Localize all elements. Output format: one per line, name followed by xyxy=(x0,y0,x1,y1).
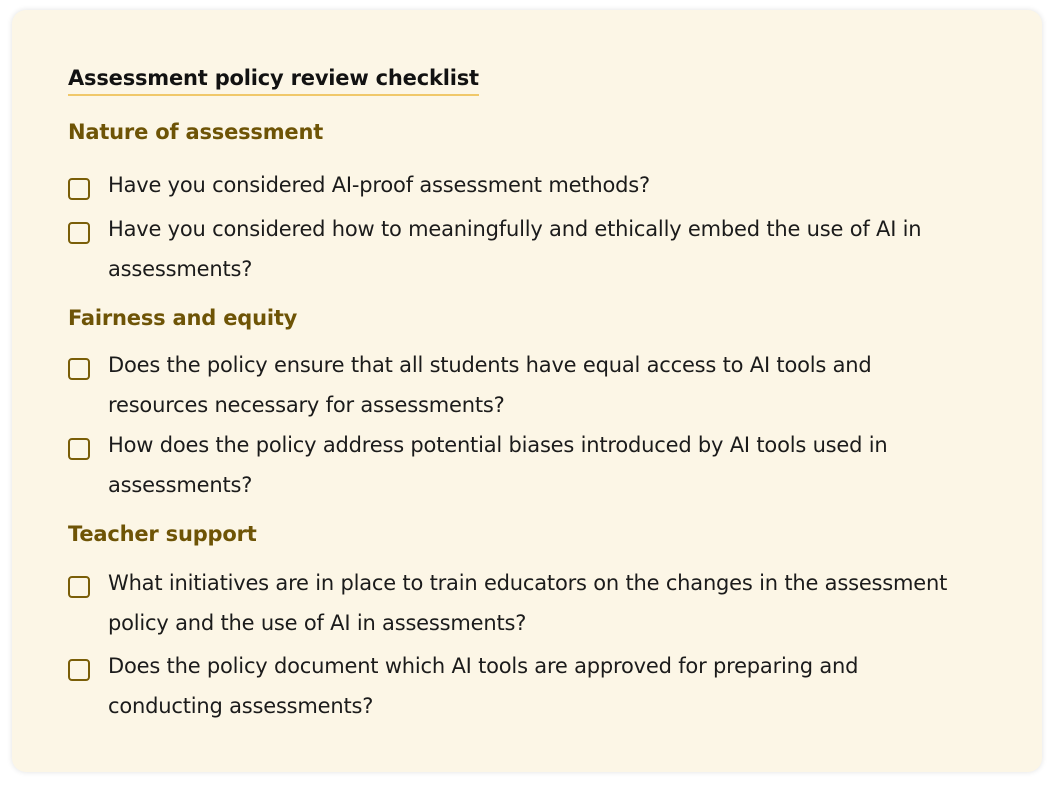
checklist-title: Assessment policy review checklist xyxy=(68,66,479,96)
section-heading-nature-of-assessment: Nature of assessment xyxy=(68,120,324,144)
checklist-card xyxy=(12,10,1042,772)
checklist-item-text: Have you considered AI-proof assessment methods? xyxy=(108,173,650,197)
checklist-item-text: Does the policy document which AI tools are approved for preparing and conducting assessments? xyxy=(108,654,859,718)
checklist-item-text: How does the policy address potential biases introduced by AI tools used in assessments? xyxy=(108,433,888,497)
checklist-item-text: What initiatives are in place to train educators on the changes in the assessment policy and the use of AI in assessments? xyxy=(108,571,948,635)
checkbox[interactable] xyxy=(68,358,90,380)
checkbox[interactable] xyxy=(68,659,90,681)
checkbox[interactable] xyxy=(68,178,90,200)
section-heading-teacher-support: Teacher support xyxy=(68,522,257,546)
checkbox[interactable] xyxy=(68,222,90,244)
checklist-item-text: Have you considered how to meaningfully and ethically embed the use of AI in assessments? xyxy=(108,217,922,281)
checklist-item-text: Does the policy ensure that all students have equal access to AI tools and resources necessary for assessments? xyxy=(108,353,872,417)
section-heading-fairness-and-equity: Fairness and equity xyxy=(68,306,298,330)
checkbox[interactable] xyxy=(68,576,90,598)
checkbox[interactable] xyxy=(68,438,90,460)
